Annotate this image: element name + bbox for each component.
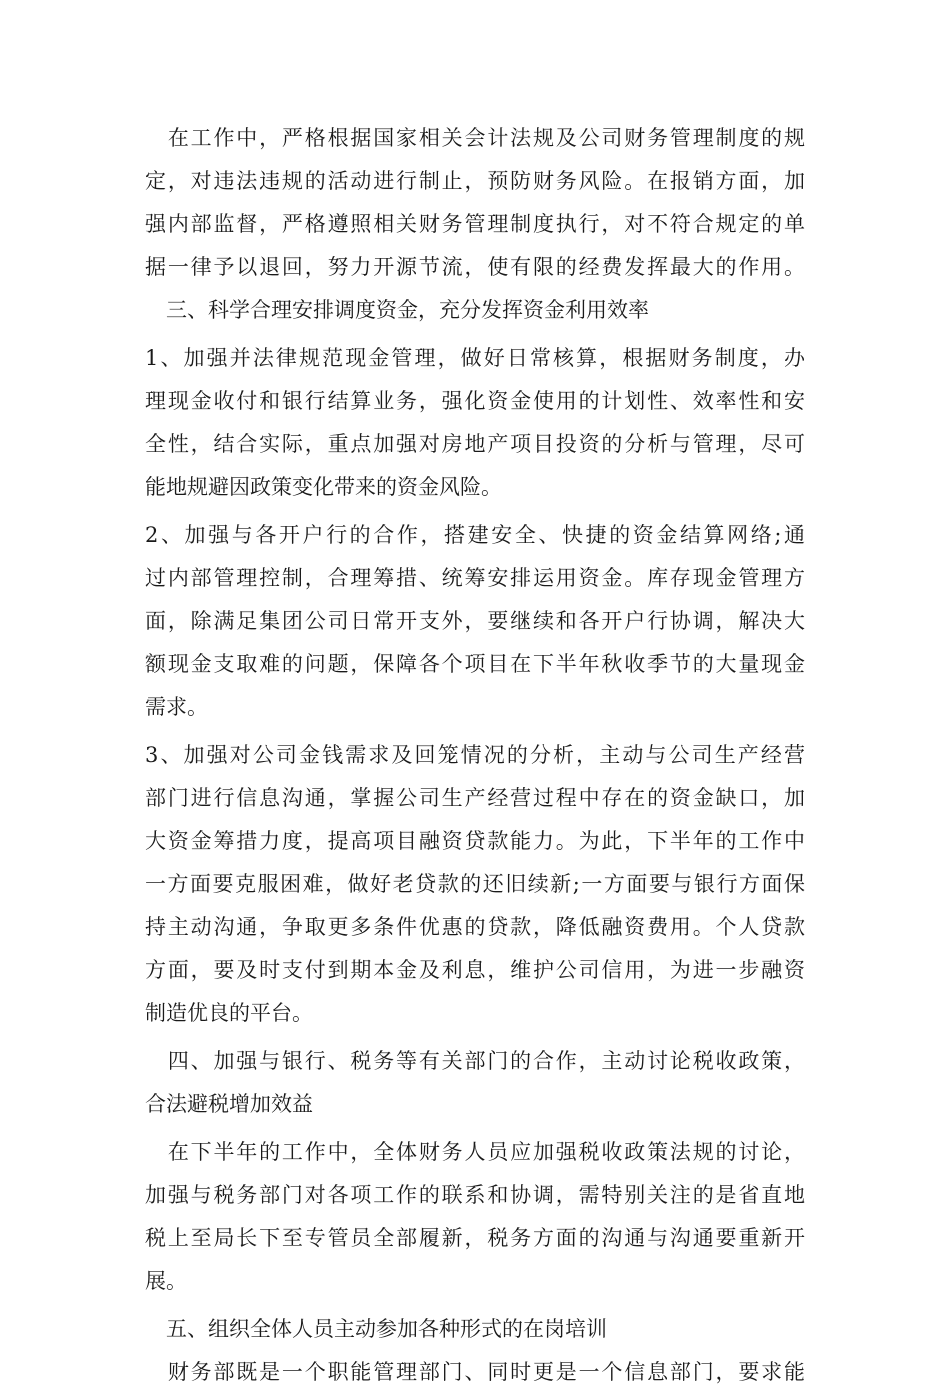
text-line: 税上至局长下至专管员全部履新，税务方面的沟通与沟通要重新开 [145,1226,805,1250]
text-line: 在下半年的工作中，全体财务人员应加强税收政策法规的讨论， [145,1140,805,1164]
text-line: 三、科学合理安排调度资金，充分发挥资金利用效率 [145,298,649,322]
text-line: 强内部监督，严格遵照相关财务管理制度执行，对不符合规定的单 [145,212,805,236]
document-body [145,117,805,1394]
text-line: 据一律予以退回，努力开源节流，使有限的经费发挥最大的作用。 [145,255,805,279]
text-line: 能地规避因政策变化带来的资金风险。 [145,475,502,499]
text-line: 过内部管理控制，合理筹措、统筹安排运用资金。库存现金管理方 [145,566,805,590]
text-line: 制造优良的平台。 [145,1001,313,1025]
text-line: 部门进行信息沟通，掌握公司生产经营过程中存在的资金缺口，加 [145,786,805,810]
text-line: 1、加强并法律规范现金管理，做好日常核算，根据财务制度，办 [145,346,805,370]
text-line: 一方面要克服困难，做好老贷款的还旧续新;一方面要与银行方面保 [145,872,805,896]
text-line: 3、加强对公司金钱需求及回笼情况的分析，主动与公司生产经营 [145,743,805,767]
text-line: 方面，要及时支付到期本金及利息，维护公司信用，为进一步融资 [145,958,805,982]
text-line: 五、组织全体人员主动参加各种形式的在岗培训 [145,1317,607,1341]
text-line: 需求。 [145,695,208,719]
text-line: 合法避税增加效益 [145,1092,313,1116]
text-line: 额现金支取难的问题，保障各个项目在下半年秋收季节的大量现金 [145,652,805,676]
text-line: 面，除满足集团公司日常开支外，要继续和各开户行协调，解决大 [145,609,805,633]
text-line: 在工作中，严格根据国家相关会计法规及公司财务管理制度的规 [145,126,805,150]
text-line: 持主动沟通，争取更多条件优惠的贷款，降低融资费用。个人贷款 [145,915,805,939]
text-line: 财务部既是一个职能管理部门、同时更是一个信息部门，要求能 [145,1360,805,1384]
text-line: 大资金筹措力度，提高项目融资贷款能力。为此，下半年的工作中 [145,829,805,853]
text-line: 四、加强与银行、税务等有关部门的合作，主动讨论税收政策， [145,1049,805,1073]
text-line: 定，对违法违规的活动进行制止，预防财务风险。在报销方面，加 [145,169,805,193]
text-line: 加强与税务部门对各项工作的联系和协调，需特别关注的是省直地 [145,1183,805,1207]
text-line: 展。 [145,1269,187,1293]
text-line: 全性，结合实际，重点加强对房地产项目投资的分析与管理，尽可 [145,432,805,456]
text-line: 2、加强与各开户行的合作，搭建安全、快捷的资金结算网络;通 [145,523,805,547]
text-line: 理现金收付和银行结算业务，强化资金使用的计划性、效率性和安 [145,389,805,413]
